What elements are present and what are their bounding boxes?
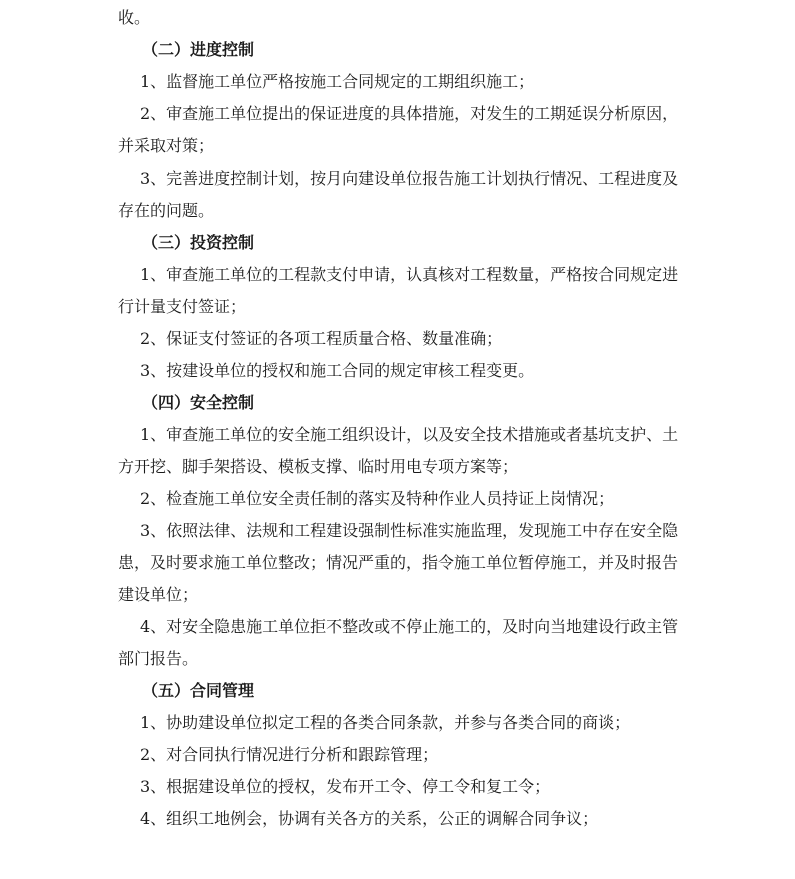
text-line: 方开挖、脚手架搭设、模板支撑、临时用电专项方案等； — [118, 457, 519, 476]
text-line: 部门报告。 — [118, 649, 199, 668]
section-heading-investment-control: （三）投资控制 — [142, 233, 255, 252]
text-line: 患，及时要求施工单位整改；情况严重的，指令施工单位暂停施工，并及时报告 — [118, 553, 679, 572]
text-line: 2、保证支付签证的各项工程质量合格、数量准确； — [140, 329, 503, 348]
text-line: 4、组织工地例会，协调有关各方的关系，公正的调解合同争议； — [140, 809, 599, 828]
text-line: 3、依照法律、法规和工程建设强制性标准实施监理，发现施工中存在安全隐 — [140, 521, 679, 540]
section-heading-schedule-control: （二）进度控制 — [142, 40, 255, 59]
text-line: 2、审查施工单位提出的保证进度的具体措施，对发生的工期延误分析原因， — [140, 104, 679, 123]
text-line: 存在的问题。 — [118, 201, 215, 220]
section-heading-safety-control: （四）安全控制 — [142, 393, 255, 412]
section-heading-contract-management: （五）合同管理 — [142, 681, 255, 700]
text-line: 建设单位； — [118, 585, 199, 604]
text-line: 2、对合同执行情况进行分析和跟踪管理； — [140, 745, 439, 764]
text-line: 4、对安全隐患施工单位拒不整改或不停止施工的，及时向当地建设行政主管 — [140, 617, 679, 636]
text-line: 3、根据建设单位的授权，发布开工令、停工令和复工令； — [140, 777, 551, 796]
text-line: 1、审查施工单位的安全施工组织设计，以及安全技术措施或者基坑支护、土 — [140, 425, 679, 444]
text-line: 收。 — [118, 8, 151, 27]
text-line: 行计量支付签证； — [118, 297, 247, 316]
text-line: 3、完善进度控制计划，按月向建设单位报告施工计划执行情况、工程进度及 — [140, 169, 679, 188]
text-line: 1、协助建设单位拟定工程的各类合同条款，并参与各类合同的商谈； — [140, 713, 631, 732]
text-line: 1、审查施工单位的工程款支付申请，认真核对工程数量，严格按合同规定进 — [140, 265, 679, 284]
text-line: 2、检查施工单位安全责任制的落实及特种作业人员持证上岗情况； — [140, 489, 615, 508]
text-line: 并采取对策； — [118, 136, 215, 155]
text-line: 1、监督施工单位严格按施工合同规定的工期组织施工； — [140, 72, 535, 91]
text-line: 3、按建设单位的授权和施工合同的规定审核工程变更。 — [140, 361, 535, 380]
